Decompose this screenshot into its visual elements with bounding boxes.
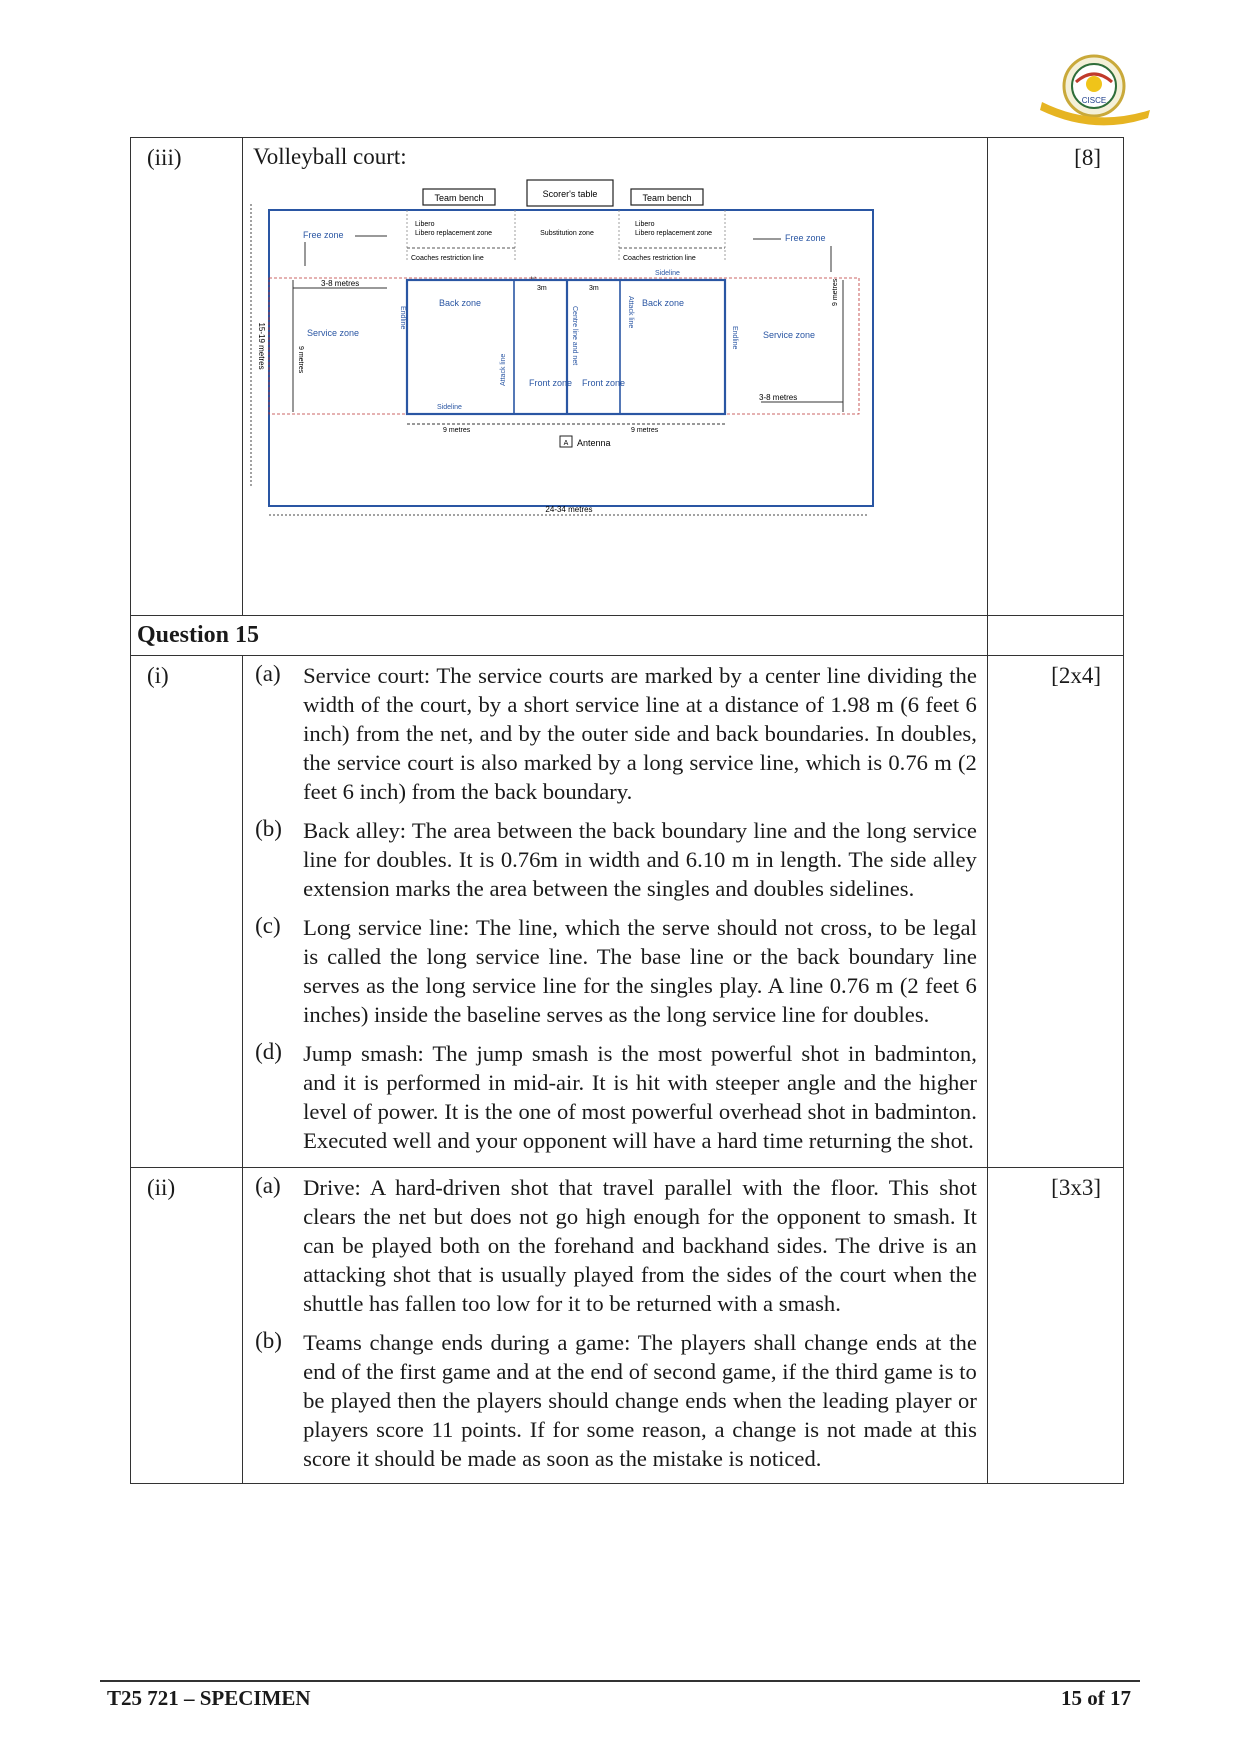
marks: [2x4] — [1051, 663, 1101, 688]
metres-15-19: 15-19 metres — [257, 322, 267, 370]
free-zone-right: Free zone — [785, 233, 826, 243]
item-text: Jump smash: The jump smash is the most powerful shot in badminton, and it is performed in mid-air. It is hit with steeper angle and the higher level of power. It is the one of most powerful overhead shot in badminton. Executed well and your opponent will have a hard time returning the shot. — [303, 1041, 977, 1153]
team-bench-right: Team bench — [642, 193, 692, 203]
answer-item — [243, 1328, 977, 1473]
three-m-right: 3m — [589, 285, 599, 292]
libero-left-1: Libero — [415, 221, 435, 228]
endline-left: Endline — [399, 306, 407, 330]
item-text: Teams change ends during a game: The players shall change ends at the end of the first game and at the end of second game, if the third game is to be played then the players should change ends when the leading player or players score 11 points. If for some reason, a change is not made at this score it should be made as soon as the mistake is noticed. — [303, 1330, 977, 1471]
answer-cell — [243, 138, 988, 616]
scorers-table: Scorer's table — [542, 189, 598, 199]
answer-item — [243, 913, 977, 1029]
item-text: Long service line: The line, which the serve should not cross, to be legal is called the long service line. The base line or the back boundary line serves as the long service line for the singles play. A line 0.76 m (2 feet 6 inches) inside the baseline serves as the long service line for doubles. — [303, 915, 977, 1027]
item-label: (b) — [255, 816, 282, 841]
volleyball-title: Volleyball court: — [253, 144, 407, 169]
qnum-cell — [131, 138, 243, 616]
qnum-cell — [131, 656, 243, 1168]
back-zone-left: Back zone — [439, 298, 482, 308]
answer-cell — [243, 1168, 988, 1484]
libero-right: Libero replacement zone — [635, 230, 713, 237]
marks: [3x3] — [1051, 1175, 1101, 1200]
centre-line-label: Centre line and net — [571, 306, 579, 366]
marking-scheme-table — [130, 137, 1124, 1484]
sideline-bottom: Sideline — [437, 404, 463, 411]
sideline-top: Sideline — [655, 270, 681, 277]
item-text: Drive: A hard-driven shot that travel parallel with the floor. This shot clears the net but does not go high enough for the opponent to smash. It can be played both on the forehand and backhand sides. The drive is an attacking shot that is usually played from the sides of the court when the shuttle has fallen too low for it to be returned with a smash. — [303, 1175, 977, 1316]
endline-right: Endline — [731, 326, 739, 350]
title-cell — [131, 616, 988, 656]
marks: [8] — [1074, 145, 1101, 170]
metres-9-left: 9 metres — [297, 346, 305, 374]
footer-divider — [100, 1680, 1140, 1682]
row-volleyball — [131, 138, 1124, 616]
item-text: Back alley: The area between the back boundary line and the long service line for doubles. It is 0.76m in width and 6.10 m in length. The side alley extension marks the area between the singles and doubles sidelines. — [303, 818, 977, 901]
item-label: (c) — [255, 913, 281, 938]
antenna-label: Antenna — [577, 438, 611, 448]
question-number: (i) — [147, 663, 169, 688]
question-title: Question 15 — [137, 622, 260, 648]
cisce-logo — [1036, 48, 1154, 134]
substitution-zone: Substitution zone — [540, 230, 594, 237]
marks-cell — [987, 1168, 1123, 1484]
question-number: (iii) — [147, 145, 182, 170]
volleyball-court-diagram — [247, 176, 967, 576]
service-zone-left: Service zone — [307, 328, 360, 338]
question-number: (ii) — [147, 1175, 176, 1200]
metres-38-right: 3-8 metres — [759, 393, 798, 402]
three-m-left: 3m — [537, 285, 547, 292]
answer-item — [243, 816, 977, 903]
metres-24-34: 24-34 metres — [545, 505, 593, 514]
metres-9a: 9 metres — [443, 427, 471, 434]
svg-text:CISCE: CISCE — [1081, 96, 1107, 105]
attack-line-left: Attack line — [500, 353, 508, 386]
answer-cell — [243, 656, 988, 1168]
front-zone-left: Front zone — [529, 378, 573, 388]
row-part-ii — [131, 1168, 1124, 1484]
row-part-i — [131, 656, 1124, 1168]
back-zone-right: Back zone — [642, 298, 685, 308]
item-label: (a) — [255, 661, 281, 686]
coaches-right: Coaches restriction line — [623, 255, 696, 262]
coaches-left: Coaches restriction line — [411, 255, 484, 262]
footer-page-number: 15 of 17 — [1061, 1686, 1131, 1710]
libero-left: Libero replacement zone — [415, 230, 493, 237]
item-text: Service court: The service courts are marked by a center line dividing the width of the court, by a short service line at a distance of 1.98 m (6 feet 6 inch) from the net, and by the outer side and back boundaries. In doubles, the service court is also marked by a long service line, which is 0.76 m (2 feet 6 inch) from the back boundary. — [303, 663, 977, 804]
row-question-15-title — [131, 616, 1124, 656]
item-label: (b) — [255, 1328, 282, 1353]
metres-9b: 9 metres — [631, 427, 659, 434]
answer-item — [243, 661, 977, 806]
marks-cell — [987, 656, 1123, 1168]
qnum-cell — [131, 1168, 243, 1484]
service-zone-right: Service zone — [763, 330, 816, 340]
metres-38-left: 3-8 metres — [321, 279, 360, 288]
team-bench-left: Team bench — [434, 193, 484, 203]
footer-paper-code: T25 721 – SPECIMEN — [107, 1686, 311, 1710]
free-zone-left: Free zone — [303, 230, 344, 240]
item-label: (a) — [255, 1173, 281, 1198]
metres-9-right: 9 metres — [832, 278, 840, 306]
answer-item — [243, 1173, 977, 1318]
antenna-mark: A — [563, 440, 569, 447]
answer-item — [243, 1039, 977, 1155]
marks-cell — [987, 138, 1123, 616]
attack-line-right: Attack line — [627, 296, 635, 329]
item-label: (d) — [255, 1039, 282, 1064]
front-zone-right: Front zone — [582, 378, 626, 388]
libero-right-1: Libero — [635, 221, 655, 228]
blank-cell — [987, 616, 1123, 656]
